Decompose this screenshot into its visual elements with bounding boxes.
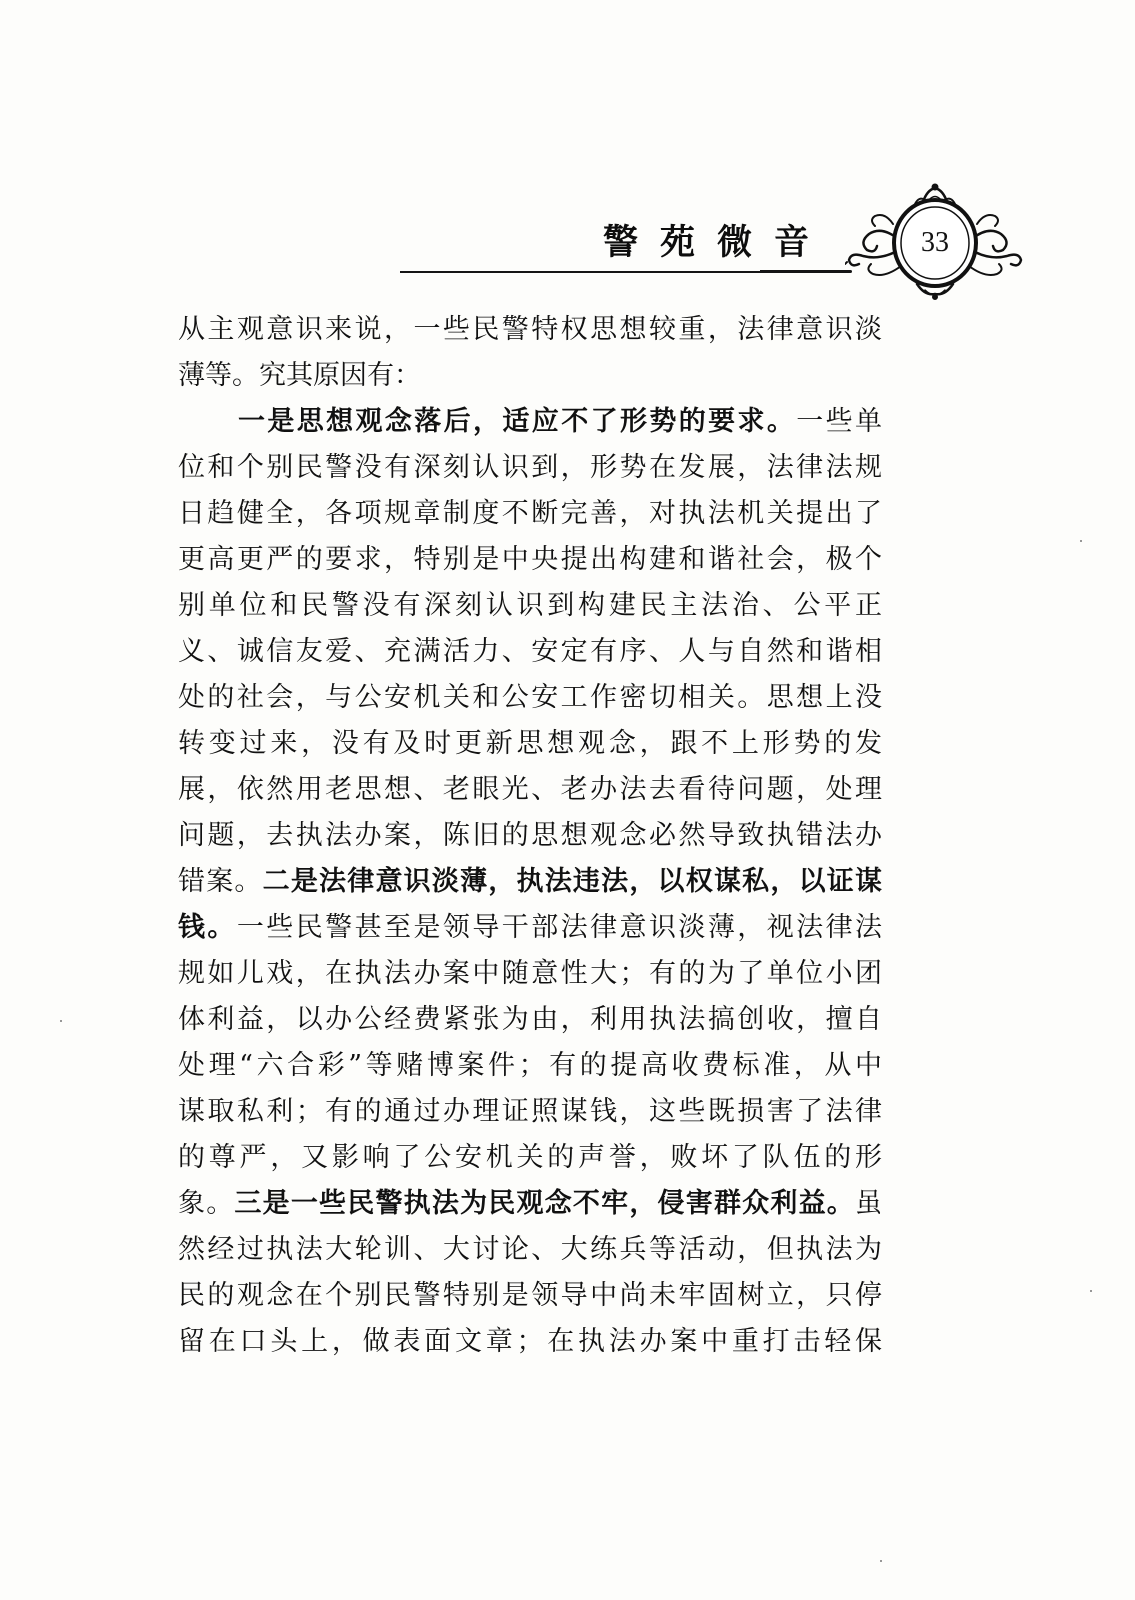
text-line bbox=[178, 307, 882, 353]
scan-speck bbox=[1080, 540, 1082, 542]
text-line bbox=[178, 353, 882, 399]
text-segment: 日趋健全，各项规章制度不断完善，对执法机关提出了 bbox=[178, 498, 882, 529]
text-segment: 更高更严的要求，特别是中央提出构建和谐社会，极个 bbox=[178, 544, 882, 575]
text-line bbox=[178, 445, 882, 491]
text-segment: 薄等。究其原因有： bbox=[178, 360, 421, 391]
scan-speck bbox=[60, 1020, 62, 1022]
text-segment: 问题，去执法办案，陈旧的思想观念必然导致执错法办 bbox=[178, 820, 882, 851]
text-segment: 然经过执法大轮训、大讨论、大练兵等活动，但执法为 bbox=[178, 1234, 882, 1265]
scan-speck bbox=[880, 1560, 882, 1562]
text-segment: 展，依然用老思想、老眼光、老办法去看待问题，处理 bbox=[178, 774, 882, 805]
text-line bbox=[178, 1319, 882, 1365]
text-segment: 位和个别民警没有深刻认识到，形势在发展，法律法规 bbox=[178, 452, 882, 483]
header-rule-tail bbox=[760, 270, 852, 273]
text-line bbox=[178, 767, 882, 813]
text-line bbox=[178, 1227, 882, 1273]
text-line bbox=[178, 1089, 882, 1135]
emphasis-heading: 一是思想观念落后，适应不了形势的要求。 bbox=[238, 406, 797, 437]
text-segment: 民的观念在个别民警特别是领导中尚未牢固树立，只停 bbox=[178, 1280, 882, 1311]
text-line bbox=[178, 1043, 882, 1089]
running-header-title: 警苑微音 bbox=[603, 222, 832, 263]
text-line bbox=[178, 491, 882, 537]
scan-speck bbox=[1090, 1290, 1092, 1292]
text-line bbox=[178, 905, 882, 951]
text-line bbox=[178, 583, 882, 629]
text-line bbox=[178, 813, 882, 859]
text-line bbox=[178, 675, 882, 721]
text-segment: 谋取私利；有的通过办理证照谋钱，这些既损害了法律 bbox=[178, 1096, 882, 1127]
text-segment: 留在口头上，做表面文章；在执法办案中重打击轻保 bbox=[178, 1326, 882, 1357]
text-line bbox=[178, 1181, 882, 1227]
text-line bbox=[178, 629, 882, 675]
text-segment: 义、诚信友爱、充满活力、安定有序、人与自然和谐相 bbox=[178, 636, 882, 667]
text-segment: 象。 bbox=[178, 1188, 235, 1219]
text-line bbox=[178, 537, 882, 583]
text-segment: 体利益，以办公经费紧张为由，利用执法搞创收，擅自 bbox=[178, 1004, 882, 1035]
page-number: 33 bbox=[921, 227, 949, 258]
text-segment: 从主观意识来说，一些民警特权思想较重，法律意识淡 bbox=[178, 314, 882, 345]
text-line bbox=[178, 1135, 882, 1181]
emphasis-heading: 二是法律意识淡薄，执法违法，以权谋私，以证谋 bbox=[262, 866, 882, 897]
text-segment: 错案。 bbox=[178, 866, 263, 897]
text-segment: 规如儿戏，在执法办案中随意性大；有的为了单位小团 bbox=[178, 958, 882, 989]
emphasis-heading: 三是一些民警执法为民观念不牢，侵害群众利益。 bbox=[234, 1188, 856, 1219]
text-line bbox=[178, 399, 882, 445]
text-segment: 的尊严，又影响了公安机关的声誉，败坏了队伍的形 bbox=[178, 1142, 882, 1173]
text-segment: 一些民警甚至是领导干部法律意识淡薄，视法律法 bbox=[236, 912, 882, 943]
text-segment: 处的社会，与公安机关和公安工作密切相关。思想上没 bbox=[178, 682, 882, 713]
text-segment: 转变过来，没有及时更新思想观念，跟不上形势的发 bbox=[178, 728, 882, 759]
text-line bbox=[178, 721, 882, 767]
text-segment: 处理“六合彩”等赌博案件；有的提高收费标准，从中 bbox=[178, 1050, 882, 1081]
body-text bbox=[178, 307, 882, 1365]
text-line bbox=[178, 859, 882, 905]
text-line bbox=[178, 951, 882, 997]
emphasis-heading: 钱。 bbox=[178, 912, 237, 943]
text-segment: 别单位和民警没有深刻认识到构建民主法治、公平正 bbox=[178, 590, 882, 621]
text-segment: 虽 bbox=[855, 1188, 882, 1219]
text-line bbox=[178, 1273, 882, 1319]
text-segment: 一些单 bbox=[796, 406, 882, 437]
text-line bbox=[178, 997, 882, 1043]
